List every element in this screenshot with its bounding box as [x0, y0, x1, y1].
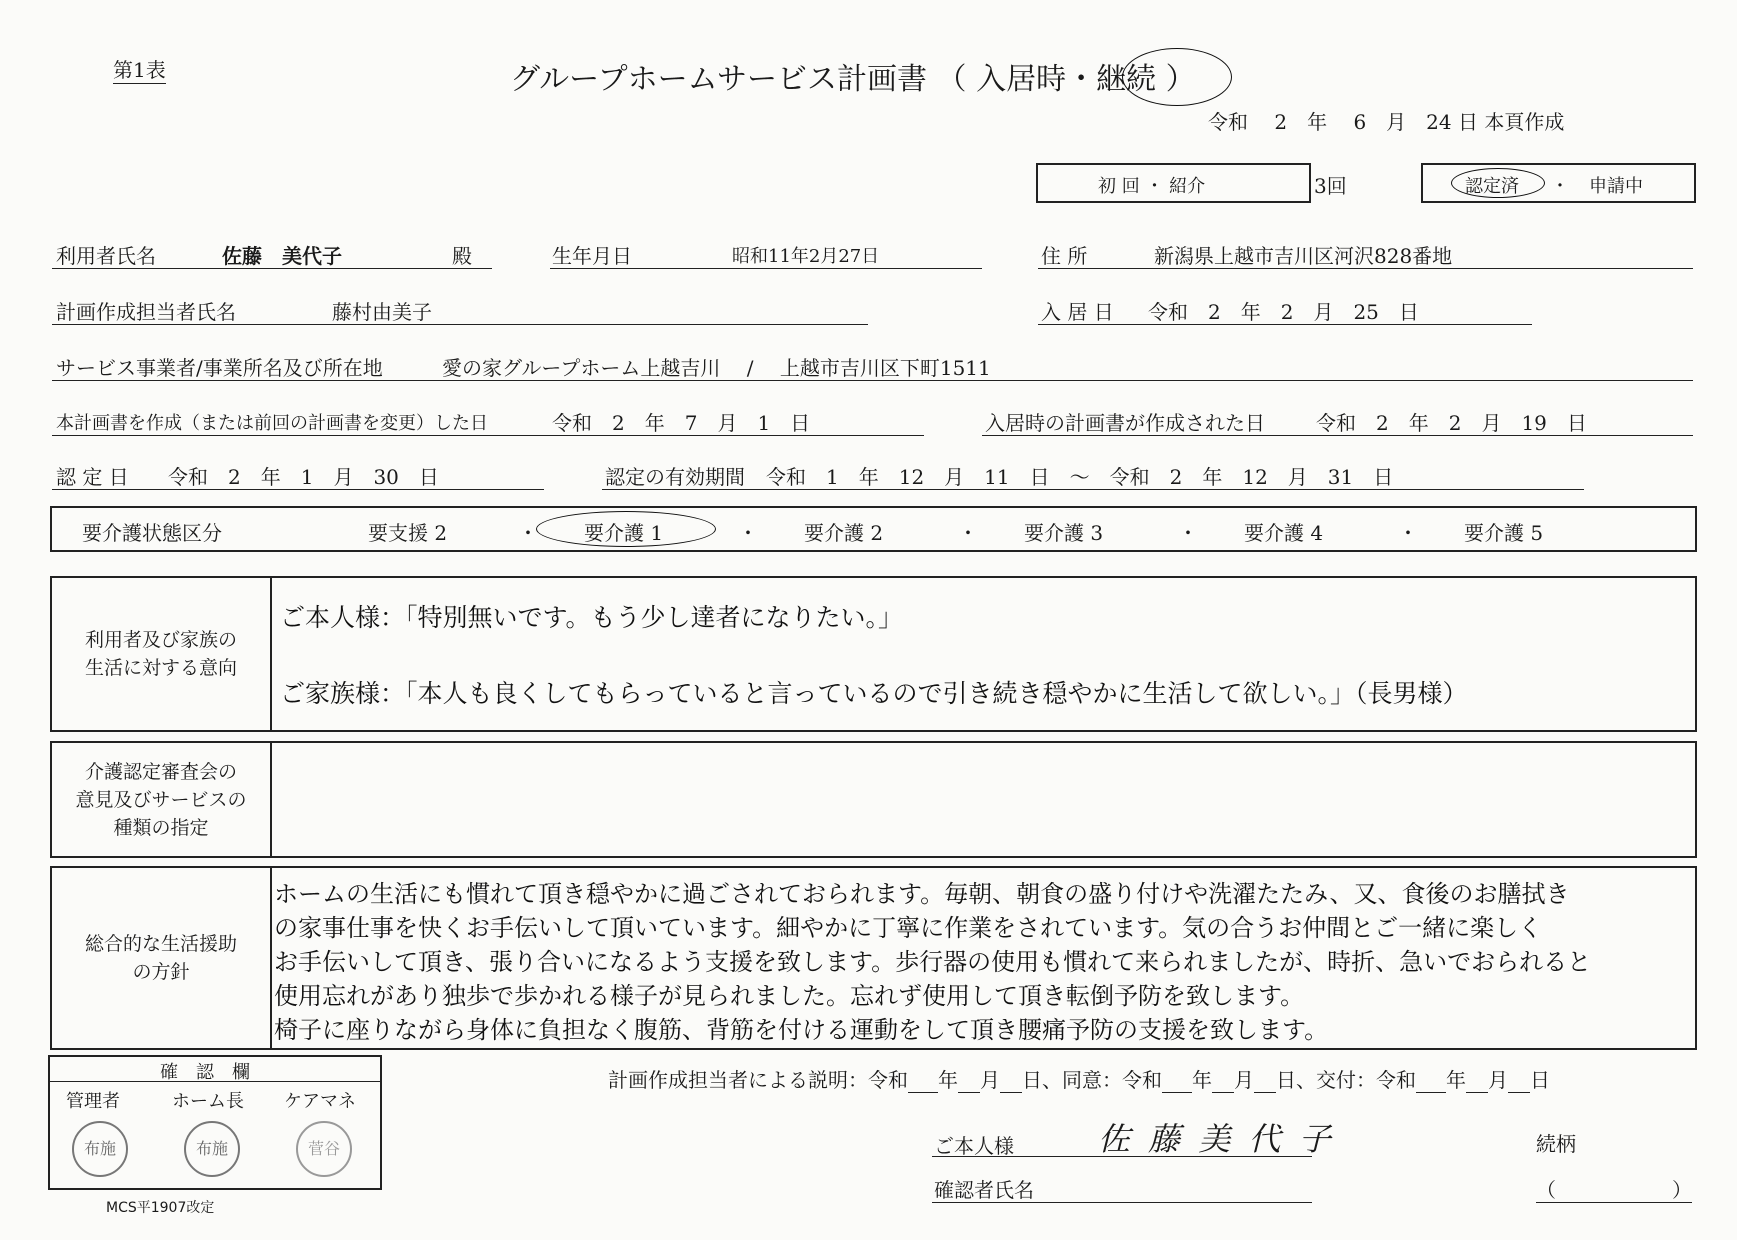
review-section [50, 741, 1697, 858]
user-name: 佐藤 美代子 [222, 244, 342, 268]
confirmation-box [48, 1055, 382, 1190]
care-level-separator: ・ [1398, 521, 1418, 545]
cert-date-label: 認 定 日 [56, 465, 129, 489]
page-title: グループホームサービス計画書 （ 入居時・継続 ） [510, 62, 1196, 97]
care-level-option: 要介護 2 [804, 521, 884, 545]
care-level-option: 要介護 1 [584, 521, 664, 545]
user-name-field [52, 238, 492, 269]
relationship-field[interactable] [1536, 1168, 1692, 1203]
initial-plan-label: 入居時の計画書が作成された日 [985, 411, 1265, 435]
validity-field [602, 459, 1584, 490]
initial-plan-value: 令和 2 年 2 月 19 日 [1316, 411, 1587, 435]
care-level-separator: ・ [518, 521, 538, 545]
dob-label: 生年月日 [552, 244, 632, 268]
care-level-separator: ・ [738, 521, 758, 545]
plan-date-label: 本計画書を作成（または前回の計画書を変更）した日 [56, 413, 488, 434]
validity-value: 令和 1 年 12 月 11 日 ～ 令和 2 年 12 月 31 日 [766, 465, 1394, 489]
care-level-option: 要介護 5 [1464, 521, 1544, 545]
plan-date-value: 令和 2 年 7 月 1 日 [552, 411, 811, 435]
certified-option: 認定済 [1465, 176, 1519, 197]
care-manager-seal: 菅谷 [296, 1121, 352, 1177]
policy-line: 使用忘れがあり独歩で歩かれる様子が見られました。忘れず使用して頂き転倒予防を致します。 [274, 982, 1305, 1010]
delivery-label: 、交付：令和 [1296, 1068, 1416, 1092]
intentions-section [50, 576, 1697, 732]
delivery-day: 日 [1530, 1068, 1550, 1092]
intentions-self: ご本人様：「特別無いです。もう少し達者になりたい。」 [280, 603, 904, 632]
policy-line: の家事仕事を快くお手伝いして頂いています。細やかに丁寧に作業をされています。気の合うお仲間とご一緒に楽しく [274, 914, 1543, 942]
policy-line: 椅子に座りながら身体に負担なく腹筋、背筋を付ける運動をして頂き腰痛予防の支援を致します。 [274, 1016, 1329, 1044]
home-head-seal: 布施 [184, 1121, 240, 1177]
manager-seal: 布施 [72, 1121, 128, 1177]
relationship-paren-close: ） [1672, 1178, 1692, 1202]
consent-day-blank[interactable] [1254, 1068, 1276, 1093]
creation-date: 令和 2 年 6 月 24 日 本頁作成 [1208, 110, 1565, 134]
consent-month-blank[interactable] [1212, 1068, 1234, 1093]
self-handwritten-signature: 佐 藤 美 代 子 [1098, 1120, 1335, 1158]
planner-name: 藤村由美子 [332, 300, 432, 324]
explanation-day-blank[interactable] [1000, 1068, 1022, 1093]
delivery-day-blank[interactable] [1508, 1068, 1530, 1093]
explanation-year-blank[interactable] [908, 1068, 938, 1093]
planner-field [52, 294, 868, 325]
plan-date-field [52, 405, 924, 436]
care-level-box [50, 506, 1697, 552]
consent-month: 月 [1234, 1068, 1254, 1092]
applying-option: 申請中 [1589, 176, 1643, 197]
move-in-label: 入 居 日 [1041, 300, 1114, 324]
explanation-year: 年 [938, 1068, 958, 1092]
delivery-month: 月 [1488, 1068, 1508, 1092]
certification-box [1421, 163, 1696, 203]
delivery-year-blank[interactable] [1416, 1068, 1446, 1093]
role-home-head: ホーム長 [172, 1091, 244, 1112]
delivery-year: 年 [1446, 1068, 1466, 1092]
dob-value: 昭和11年2月27日 [732, 246, 880, 267]
explanation-day: 日 [1022, 1068, 1042, 1092]
intentions-family: ご家族様：「本人も良くしてもらっていると言っているので引き続き穏やかに生活して欲しい。」（長男様） [280, 679, 1468, 708]
cert-separator: ・ [1551, 176, 1569, 197]
confirmation-divider [50, 1081, 380, 1082]
confirmer-name-label: 確認者氏名 [934, 1178, 1034, 1202]
planner-label: 計画作成担当者氏名 [56, 300, 236, 324]
footer-code: MCS平1907改定 [106, 1200, 215, 1216]
self-signature-field[interactable] [932, 1120, 1335, 1158]
visit-box [1036, 163, 1311, 203]
address-label: 住 所 [1041, 244, 1088, 268]
address-field [1038, 238, 1693, 269]
care-level-option: 要介護 4 [1244, 521, 1324, 545]
provider-value: 愛の家グループホーム上越吉川 / 上越市吉川区下町1511 [442, 356, 991, 380]
visit-count: 3回 [1314, 174, 1347, 198]
care-level-label: 要介護状態区分 [82, 521, 222, 545]
dob-field [550, 238, 982, 269]
cert-date-field [52, 459, 544, 490]
care-level-option: 要支援 2 [368, 521, 448, 545]
consent-year: 年 [1192, 1068, 1212, 1092]
role-manager: 管理者 [66, 1091, 120, 1112]
explanation-label: 計画作成担当者による説明：令和 [608, 1068, 908, 1092]
review-label: 介護認定審査会の 意見及びサービスの 種類の指定 [52, 743, 272, 856]
self-signature-label: ご本人様 [934, 1134, 1014, 1158]
cert-date-value: 令和 2 年 1 月 30 日 [168, 465, 439, 489]
selected-continuation-circle [1122, 48, 1232, 106]
care-level-separator: ・ [958, 521, 978, 545]
confirmer-name-field[interactable] [932, 1168, 1312, 1203]
honorific: 殿 [452, 244, 472, 268]
provider-field [52, 350, 1693, 381]
care-level-separator: ・ [1178, 521, 1198, 545]
user-name-label: 利用者氏名 [56, 244, 156, 268]
validity-label: 認定の有効期間 [605, 465, 745, 489]
policy-line: お手伝いして頂き、張り合いになるよう支援を致します。歩行器の使用も慣れて来られましたが、時折、急いでおられると [274, 948, 1592, 976]
role-care-manager: ケアマネ [284, 1091, 356, 1112]
explanation-month-blank[interactable] [958, 1068, 980, 1093]
consent-year-blank[interactable] [1162, 1068, 1192, 1093]
care-level-option: 要介護 3 [1024, 521, 1104, 545]
policy-section [50, 866, 1697, 1050]
visit-label: 初 回 ・ 紹介 [1098, 176, 1206, 197]
confirmation-title: 確 認 欄 [160, 1062, 250, 1083]
relationship-label: 続柄 [1536, 1132, 1576, 1156]
consent-day: 日 [1276, 1068, 1296, 1092]
explanation-line [608, 1064, 1550, 1093]
initial-plan-field [982, 405, 1693, 436]
move-in-field [1038, 294, 1532, 325]
intentions-label: 利用者及び家族の 生活に対する意向 [52, 578, 272, 730]
provider-label: サービス事業者/事業所名及び所在地 [56, 356, 383, 380]
explanation-month: 月 [980, 1068, 1000, 1092]
address-value: 新潟県上越市吉川区河沢828番地 [1154, 244, 1453, 268]
form-number: 第1表 [113, 54, 166, 84]
delivery-month-blank[interactable] [1466, 1068, 1488, 1093]
policy-label: 総合的な生活援助 の方針 [52, 868, 272, 1048]
policy-line: ホームの生活にも慣れて頂き穏やかに過ごされておられます。毎朝、朝食の盛り付けや洗濯たたみ、又、食後のお膳拭き [274, 880, 1570, 908]
move-in-value: 令和 2 年 2 月 25 日 [1148, 300, 1419, 324]
relationship-paren-open: （ [1536, 1178, 1556, 1202]
consent-label: 、同意：令和 [1042, 1068, 1162, 1092]
